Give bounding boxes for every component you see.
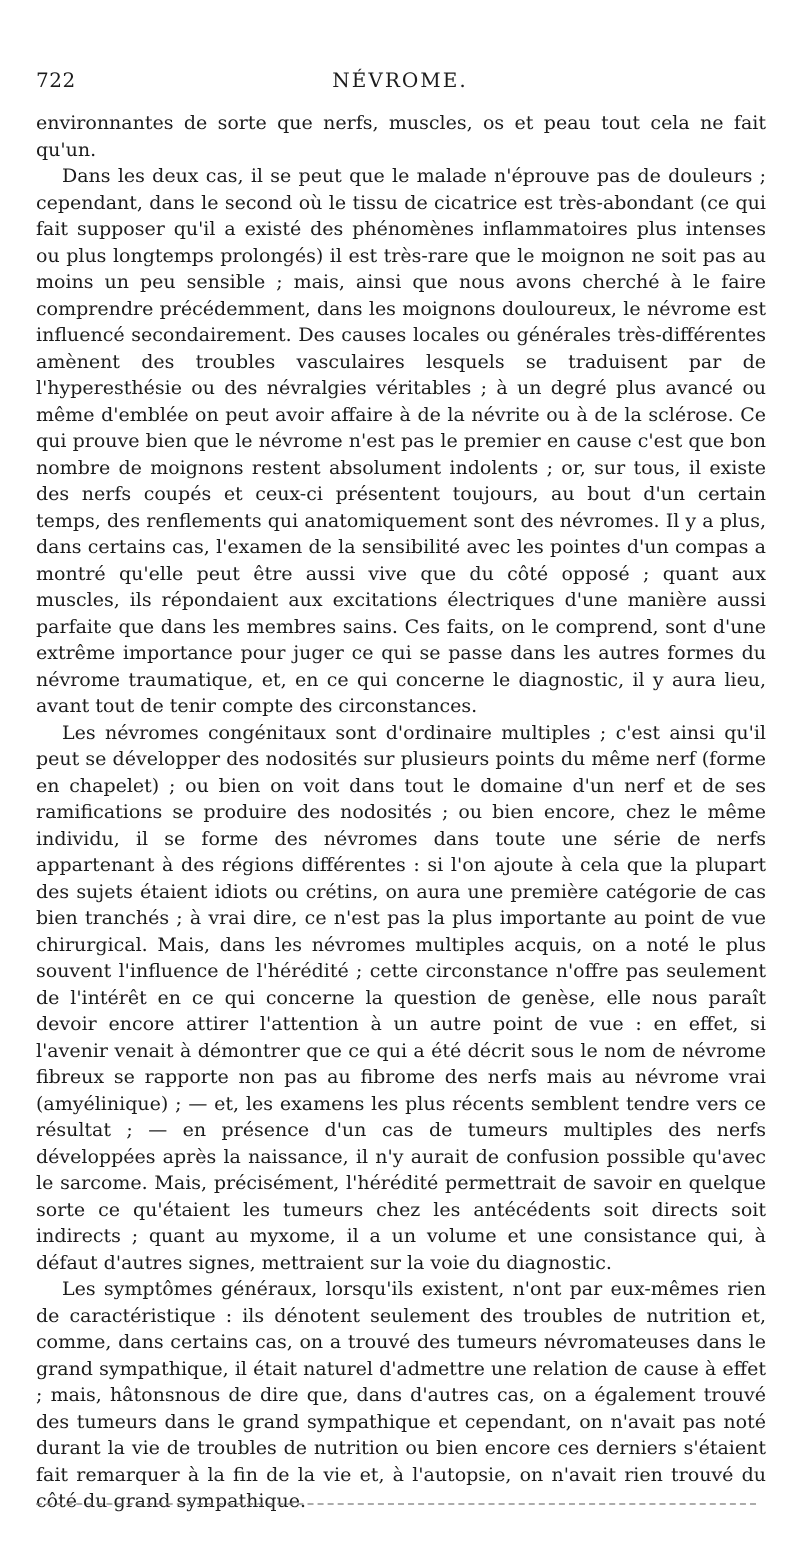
paragraph: Les symptômes généraux, lorsqu'ils existent, n'ont par eux-mêmes rien de caractéristique : ils dénotent seulement des troubles de nutrition et, comme, dans certains cas, on a trouvé des tumeurs névromateuses dans le grand sympathique, il était naturel d'admettre une relation de cause à effet ; mais, hâtonsnous de dire que, dans d'autres cas, on a également trouvé des tumeurs dans le grand sympathique et cependant, on n'avait pas noté durant la vie de troubles de nutrition ou bien encore ces derniers s'étaient fait remarquer à la fin de la vie et, à l'autopsie, on n'avait rien trouvé du côté du grand sympathique. (36, 1278, 766, 1512)
page-header (36, 68, 764, 96)
footer-rule (36, 1503, 756, 1505)
paragraph-continuation: environnantes de sorte que nerfs, muscles, os et peau tout cela ne fait qu'un. (36, 112, 766, 161)
body-text (36, 110, 766, 1515)
page-number: 722 (36, 68, 76, 92)
paragraph: Les névromes congénitaux sont d'ordinaire multiples ; c'est ainsi qu'il peut se développer des nodosités sur plusieurs points du même nerf (forme en chapelet) ; ou bien on voit dans tout le domaine d'un nerf et de ses ramifications se produire des nodosités ; ou bien encore, chez le même individu, il se forme des névromes dans toute une série de nerfs appartenant à des régions différentes : si l'on ajoute à cela que la plupart des sujets étaient idiots ou crétins, on aura une première catégorie de cas bien tranchés ; à vrai dire, ce n'est pas la plus importante au point de vue chirurgical. Mais, dans les névromes multiples acquis, on a noté le plus souvent l'influence de l'hérédité ; cette circonstance n'offre pas seulement de l'intérêt en ce qui concerne la question de genèse, elle nous paraît devoir encore attirer l'attention à un autre point de vue : en effet, si l'avenir venait à démontrer que ce qui a été décrit sous le nom de névrome fibreux se rapporte non pas au fibrome des nerfs mais au névrome vrai (amyélinique) ; — et, les examens les plus récents semblent tendre vers ce résultat ; — en présence d'un cas de tumeurs multiples des nerfs développées après la naissance, il n'y aurait de confusion possible qu'avec le sarcome. Mais, précisément, l'hérédité permettrait de savoir en quelque sorte ce qu'étaient les tumeurs chez les antécédents soit directs soit indirects ; quant au myxome, il a un volume et une consistance qui, à défaut d'autres signes, mettraient sur la voie du diagnostic. (36, 721, 766, 1274)
running-title: NÉVROME. (332, 68, 468, 92)
paragraph: Dans les deux cas, il se peut que le malade n'éprouve pas de douleurs ; cependant, dans le second où le tissu de cicatrice est très-abondant (ce qui fait supposer qu'il a existé des phénomènes inflammatoires plus intenses ou plus longtemps prolongés) il est très-rare que le moignon ne soit pas au moins un peu sensible ; mais, ainsi que nous avons cherché à le faire comprendre précédemment, dans les moignons douloureux, le névrome est influencé secondairement. Des causes locales ou générales très-différentes amènent des troubles vasculaires lesquels se traduisent par de l'hyperesthésie ou des névralgies véritables ; à un degré plus avancé ou même d'emblée on peut avoir affaire à de la névrite ou à de la sclérose. Ce qui prouve bien que le névrome n'est pas le premier en cause c'est que bon nombre de moignons restent absolument indolents ; or, sur tous, il existe des nerfs coupés et ceux-ci présentent toujours, au bout d'un certain temps, des renflements qui anatomiquement sont des névromes. Il y a plus, dans certains cas, l'examen de la sensibilité avec les pointes d'un compas a montré qu'elle peut être aussi vive que du côté opposé ; quant aux muscles, ils répondaient aux excitations électriques d'une manière aussi parfaite que dans les membres sains. Ces faits, on le comprend, sont d'une extrême importance pour juger ce qui se passe dans les autres formes du névrome traumatique, et, en ce qui concerne le diagnostic, il y aura lieu, avant tout de tenir compte des circonstances. (36, 165, 766, 717)
